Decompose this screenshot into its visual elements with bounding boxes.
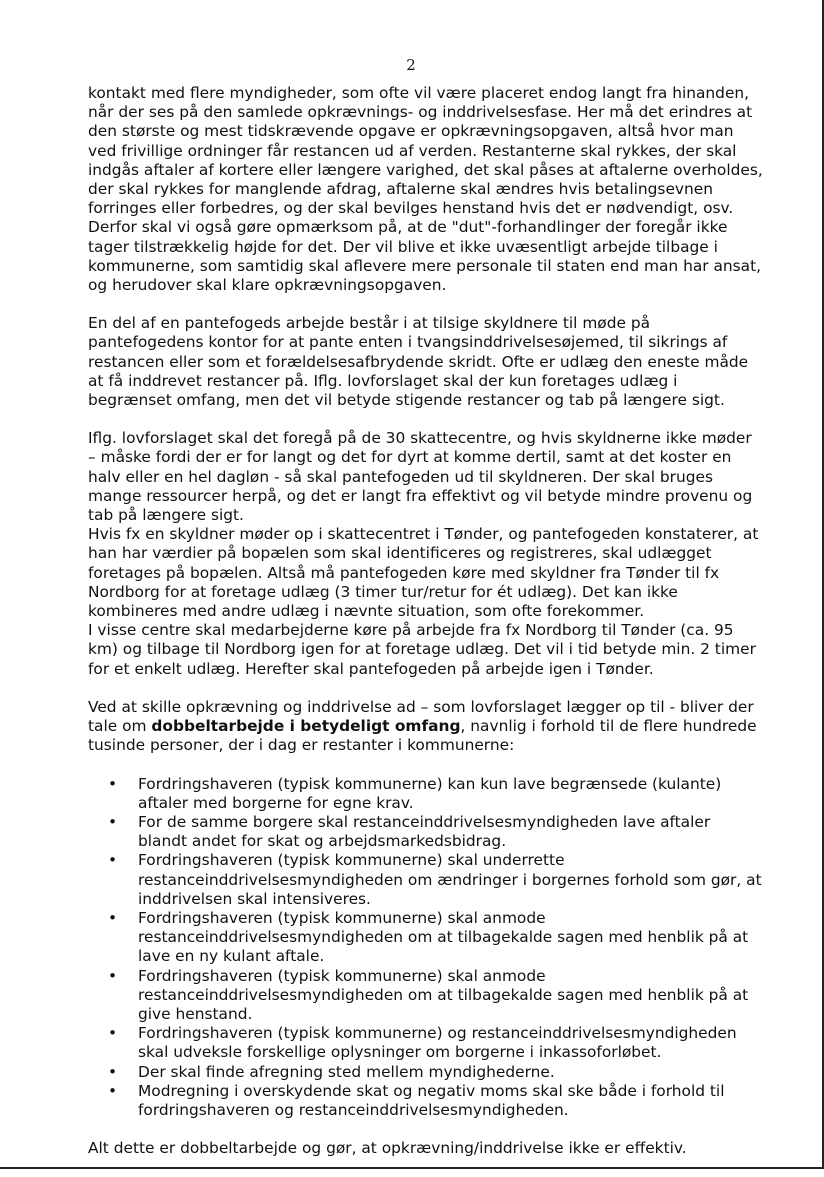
paragraph-skattecentre: Iflg. lovforslaget skal det foregå på de 30 skattecentre, og hvis skyldnerne ikke møder – måske fordi der er for langt og det for dyrt at komme dertil, samt at det koster en halv eller en hel dagløn - så skal pantefogeden ud til skyldneren. Der skal bruges mange ressourcer herpå, og det er langt fra effektivt og vil betyde mindre provenu og tab på længere sigt. xyxy=(88,429,753,525)
paragraph-text: , navnlig i forhold til de flere hundrede tusinde personer, der i dag er restanter i kommunerne: xyxy=(88,717,757,755)
bullet-item: • Fordringshaveren (typisk kommunerne) skal anmode restanceinddrivelsesmyndigheden om at tilbagekalde sagen med henblik på at give henstand. xyxy=(138,967,764,1025)
paragraph-text: Ved at skille opkrævning og inddrivelse ad – som lovforslaget lægger op til - bliver der tale om xyxy=(88,697,754,736)
bullet-item: • Fordringshaveren (typisk kommunerne) skal anmode restanceinddrivelsesmyndigheden om at tilbagekalde sagen med henblik på at lave en ny kulant aftale. xyxy=(138,909,764,967)
bullet-list xyxy=(88,775,764,1121)
bullet-item: • Der skal finde afregning sted mellem myndighederne. xyxy=(138,1063,764,1082)
page-number: 2 xyxy=(406,56,416,74)
paragraph-closing: Alt dette er dobbeltarbejde og gør, at opkrævning/inddrivelse ikke er effektiv. xyxy=(88,1139,687,1158)
paragraph-opkraevning: kontakt med flere myndigheder, som ofte vil være placeret endog langt fra hinanden, når der ses på den samlede opkrævnings- og inddrivelsesfase. Her må det erindres at den største og mest tidskrævende opgave er opkrævningsopgaven, altså hvor man ved frivillige ordninger får restancen ud af verden. Restanterne skal rykkes, der skal indgås aftaler af kortere eller længere varighed, det skal påses at aftalerne overholdes, der skal rykkes for manglende afdrag, aftalerne skal ændres hvis betalingsevnen forringes eller forbedres, og der skal bevilges henstand hvis det er nødvendigt, osv. Derfor skal vi også gøre opmærksom på, at de "dut"-forhandlinger der foregår ikke tager tilstrækkelig højde for det. Der vil blive et ikke uvæsentligt arbejde tilbage i kommunerne, som samtidig skal aflevere mere personale til staten end man har ansat, og herudover skal klare opkrævningsopgaven. xyxy=(88,84,763,295)
bullet-item: • For de samme borgere skal restanceinddrivelsesmyndigheden lave aftaler blandt andet for skat og arbejdsmarkedsbidrag. xyxy=(138,813,764,851)
bullet-item: • Fordringshaveren (typisk kommunerne) kan kun lave begrænsede (kulante) aftaler med borgerne for egne krav. xyxy=(138,775,764,813)
paragraph-toender-example: Hvis fx en skyldner møder op i skattecentret i Tønder, og pantefogeden konstaterer, at han har værdier på bopælen som skal identificeres og registreres, skal udlægget foretages på bopælen. Altså må pantefogeden køre med skyldner fra Tønder til fx Nordborg for at foretage udlæg (3 timer tur/retur for ét udlæg). Det kan ikke kombineres med andre udlæg i nævnte situation, som ofte forekommer. xyxy=(88,525,759,621)
document-body xyxy=(88,84,764,1177)
paragraph-dobbeltarbejde xyxy=(88,698,764,756)
bullet-item: • Fordringshaveren (typisk kommunerne) skal underrette restanceinddrivelsesmyndigheden om ændringer i borgernes forhold som gør, at inddrivelsen skal intensiveres. xyxy=(138,851,764,909)
bullet-item: • Modregning i overskydende skat og negativ moms skal ske både i forhold til fordringshaveren og restanceinddrivelsesmyndigheden. xyxy=(138,1082,764,1120)
emphasis-text: dobbeltarbejde i betydeligt omfang xyxy=(151,717,461,736)
paragraph-pantefoged: En del af en pantefogeds arbejde består i at tilsige skyldnere til møde på pantefogedens kontor for at pante enten i tvangsinddrivelsesøjemed, til sikrings af restancen eller som et forældelsesafbrydende skridt. Ofte er udlæg den eneste måde at få inddrevet restancer på. Iflg. lovforslaget skal der kun foretages udlæg i begrænset omfang, men det vil betyde stigende restancer og tab på længere sigt. xyxy=(88,314,749,410)
bullet-item: • Fordringshaveren (typisk kommunerne) og restanceinddrivelsesmyndigheden skal udveksle forskellige oplysninger om borgerne i inkassoforløbet. xyxy=(138,1024,764,1062)
paragraph-nordborg: I visse centre skal medarbejderne køre på arbejde fra fx Nordborg til Tønder (ca. 95 km) og tilbage til Nordborg igen for at foretage udlæg. Det vil i tid betyde min. 2 timer for et enkelt udlæg. Herefter skal pantefogeden på arbejde igen i Tønder. xyxy=(88,621,756,678)
